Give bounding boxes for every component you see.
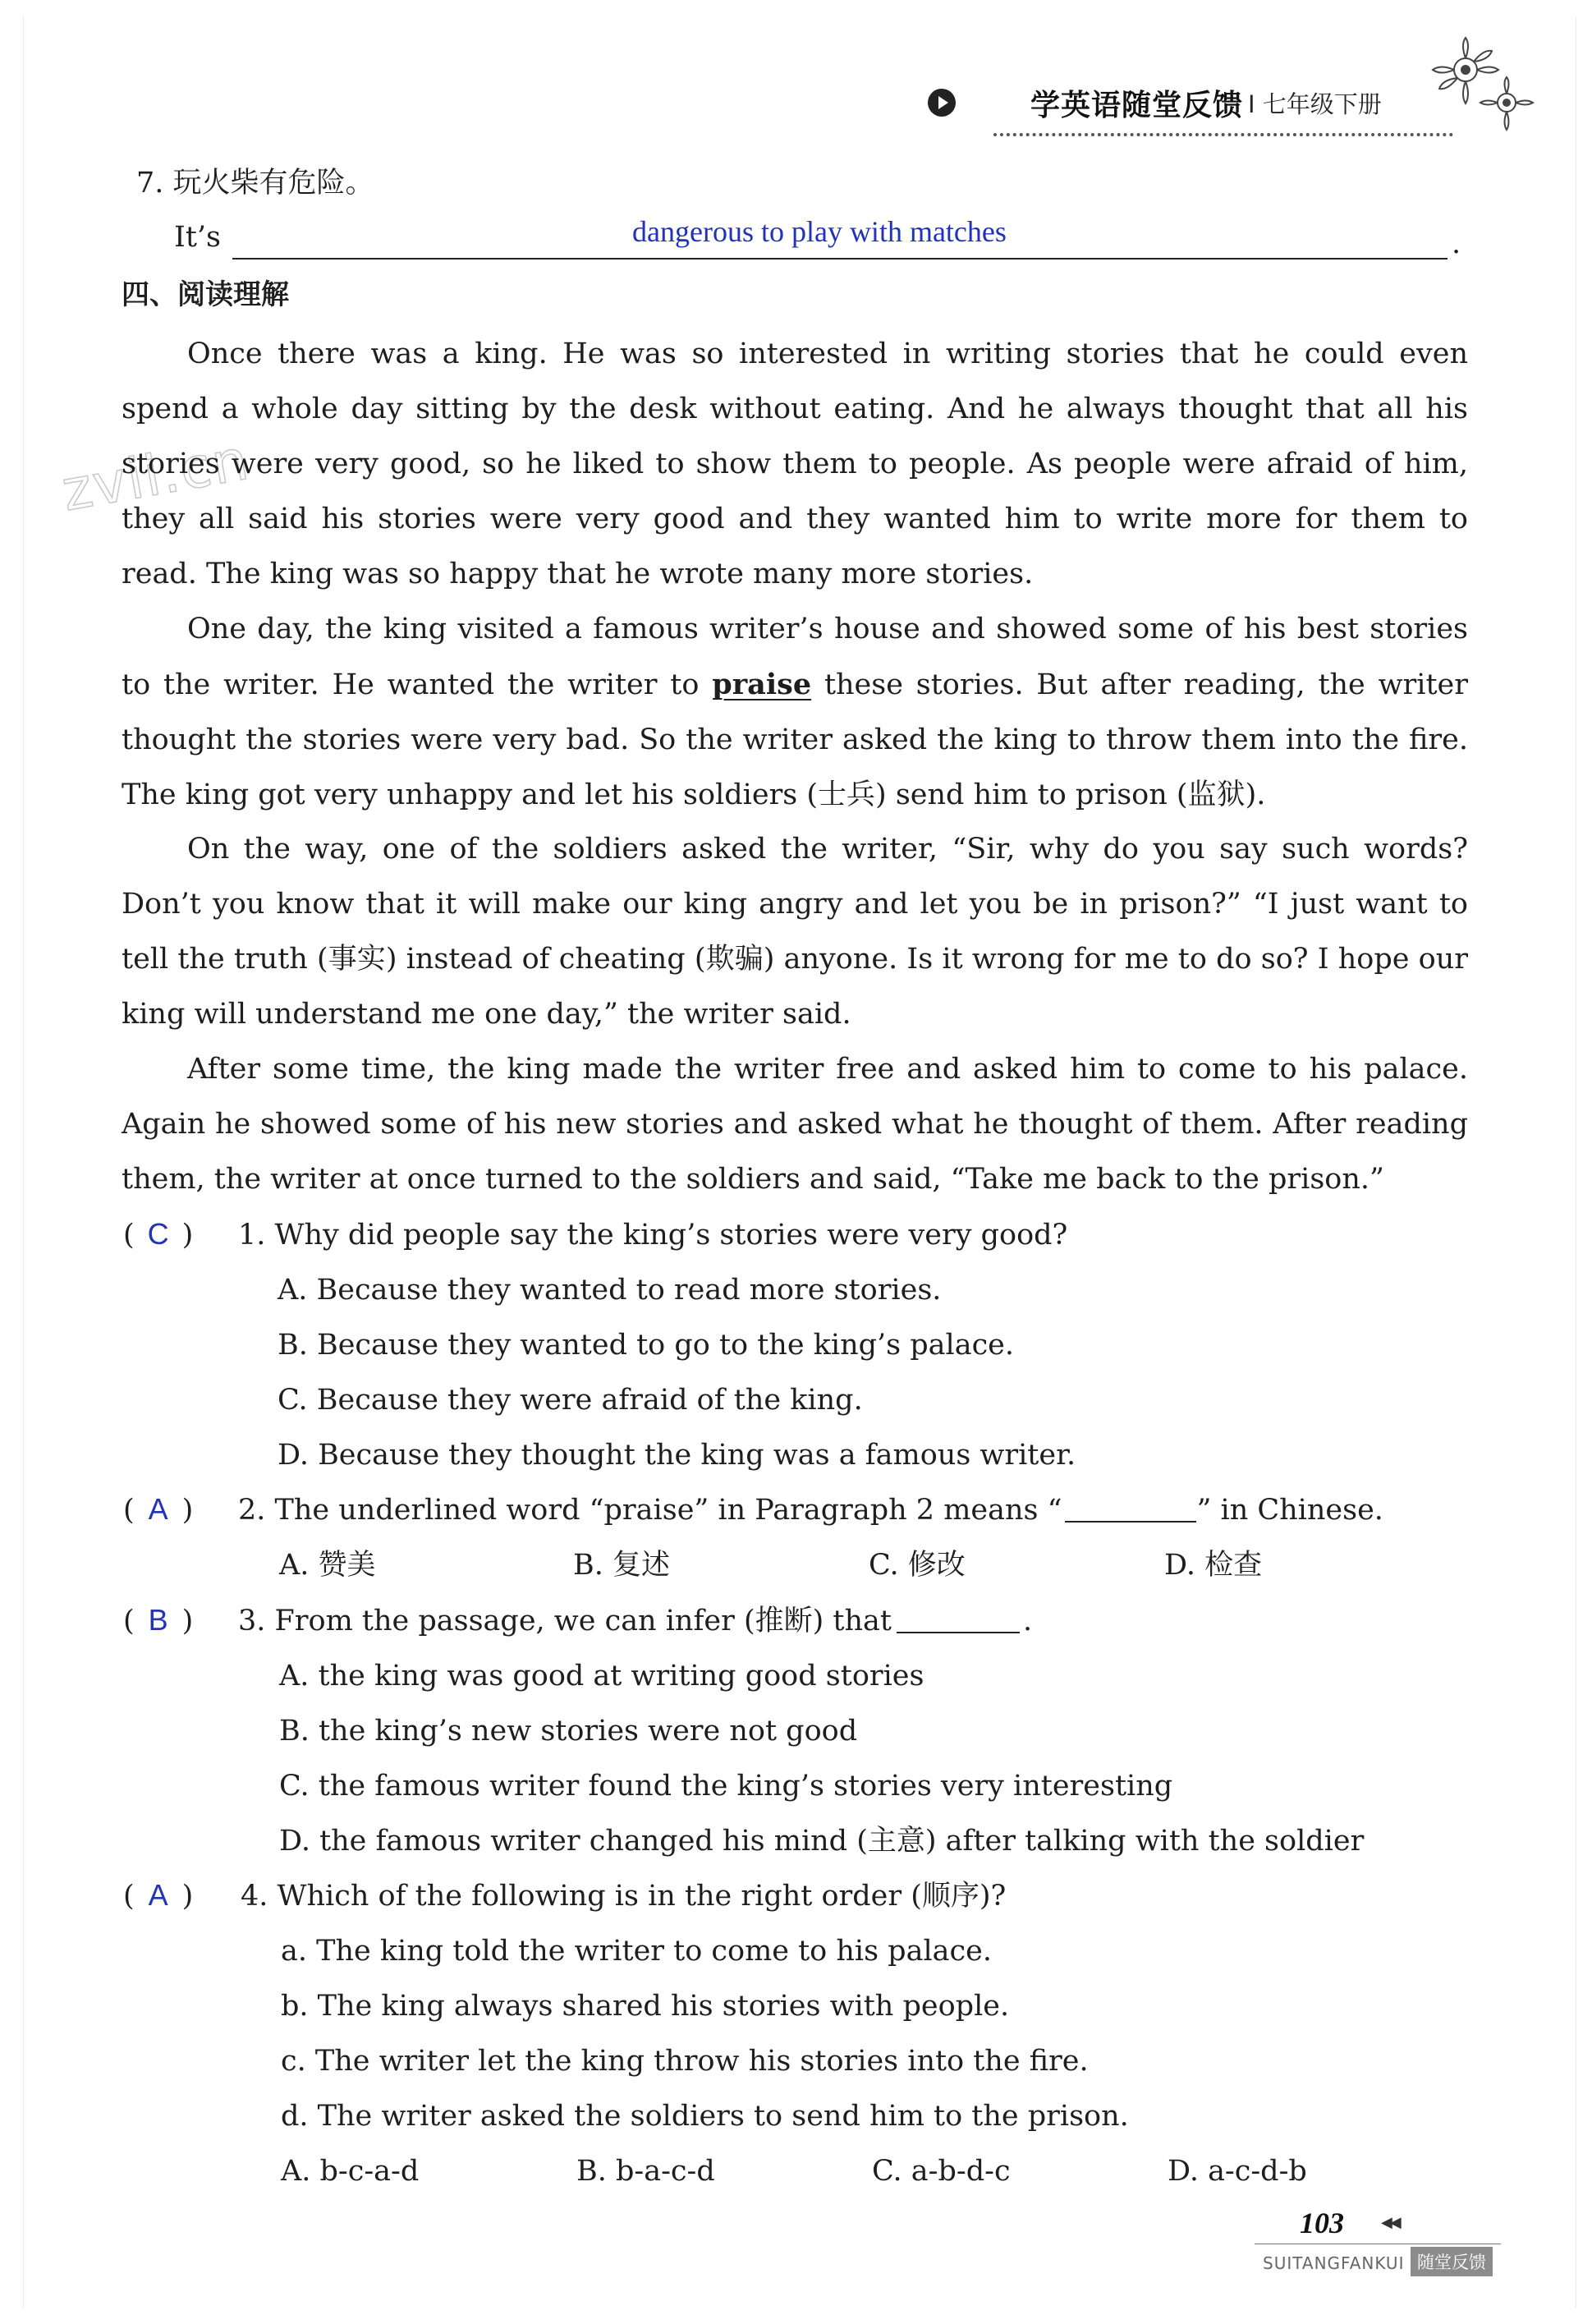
book-title: 学英语随堂反馈 (1030, 89, 1244, 122)
left-arrows-icon: ◀◀ (1381, 2214, 1399, 2231)
q3-option-a[interactable]: A. the king was good at writing good stories (279, 1660, 924, 1692)
q2-option-c[interactable]: C. 修改 (869, 1549, 966, 1582)
passage-paragraph-1: Once there was a king. He was so interested in writing stories that he could even spend a whole day sitting by the desk without eating. And he always thought that all his stories were very good, so he liked to show them to people. As people were afraid of him, they all said his stories were very good and they wanted him to write more for them to read. The king was so happy that he wrote many more stories. (122, 338, 1468, 590)
q3-option-b[interactable]: B. the king’s new stories were not good (279, 1715, 858, 1748)
grade-text: 七年级下册 (1262, 90, 1382, 118)
q2-stem (238, 1496, 1383, 1525)
underlined-word-praise: praise (712, 668, 812, 701)
q3-option-c[interactable]: C. the famous writer found the king’s stories very interesting (279, 1770, 1173, 1803)
q2-option-a[interactable]: A. 赞美 (279, 1549, 376, 1582)
title-separator: I (1248, 90, 1255, 118)
q3-stem (238, 1607, 1032, 1636)
q4-answer: A (148, 1878, 168, 1912)
flower-decoration-icon (1425, 33, 1539, 140)
q1-stem: 1. Why did people say the king’s stories were very good? (238, 1219, 1068, 1252)
q2-answer: A (148, 1492, 168, 1526)
q3-stem-b: . (1022, 1605, 1033, 1637)
passage-paragraph-3: On the way, one of the soldiers asked the writer, “Sir, why do you say such words? Don’t you know that it will make our king angry and let you be in prison?” “I just want to tell the truth (事实) instead of cheating (欺骗) anyone. Is it wrong for me to do so? I hope our king will understand me one day,” the writer said. (122, 833, 1468, 1031)
q1-option-b[interactable]: B. Because they wanted to go to the king’s palace. (278, 1329, 1015, 1362)
paragraph-2-part-b: these stories. But after reading, the writer thought the stories were very bad. So the writer asked the king to throw them into the fire. The king got very unhappy and let his soldiers (士兵) send him to prison (监狱). (122, 668, 1468, 811)
q4-item-d: d. The writer asked the soldiers to send him to the prison. (281, 2100, 1129, 2133)
footer-pinyin: SUITANGFANKUI (1263, 2253, 1405, 2273)
q7-lead: It’s (174, 221, 221, 254)
page-header (928, 82, 1470, 131)
play-icon (928, 89, 956, 117)
q4-item-c: c. The writer let the king throw his stories into the fire. (281, 2045, 1089, 2078)
section-title: 四、阅读理解 (122, 278, 289, 311)
q4-option-c[interactable]: C. a-b-d-c (872, 2155, 1011, 2188)
q4-option-d[interactable]: D. a-c-d-b (1168, 2155, 1307, 2188)
q4-stem: 4. Which of the following is in the right order (顺序)? (241, 1880, 1007, 1913)
q2-stem-b: ” in Chinese. (1196, 1494, 1383, 1527)
q2-blank[interactable] (1065, 1496, 1196, 1523)
footer-badge: 随堂反馈 (1411, 2247, 1493, 2276)
q4-answer-bracket[interactable]: ( A ) (123, 1878, 194, 1913)
q7-answer-line[interactable] (232, 258, 1447, 259)
q1-option-c[interactable]: C. Because they were afraid of the king. (278, 1384, 863, 1417)
q4-item-a: a. The king told the writer to come to his palace. (281, 1935, 992, 1968)
q3-stem-a: 3. From the passage, we can infer (推断) that (238, 1605, 892, 1637)
q4-option-a[interactable]: A. b-c-a-d (281, 2155, 420, 2188)
q2-answer-bracket[interactable]: ( A ) (123, 1492, 194, 1527)
q1-answer-bracket[interactable]: ( C ) (123, 1217, 194, 1252)
q1-option-a[interactable]: A. Because they wanted to read more stories. (278, 1274, 942, 1307)
grade-label (1248, 86, 1382, 120)
passage-paragraph-4: After some time, the king made the writer free and asked him to come to his palace. Again he showed some of his new stories and asked what he thought of them. After reading them, the writer at once turned to the soldiers and said, “Take me back to the prison.” (122, 1053, 1468, 1196)
paragraph-2-part-a: One day, the king visited a famous writer’s house and showed some of his best stories to the writer. He wanted the writer to (122, 613, 1468, 701)
q7-answer: dangerous to play with matches (632, 215, 1007, 248)
passage-paragraph-2 (122, 602, 1468, 823)
q3-answer: B (148, 1603, 168, 1637)
q1-answer: C (147, 1217, 169, 1251)
q3-blank[interactable] (897, 1607, 1020, 1633)
q2-option-b[interactable]: B. 复述 (573, 1549, 670, 1582)
q2-stem-a: 2. The underlined word “praise” in Paragraph 2 means “ (238, 1494, 1062, 1527)
q4-option-b[interactable]: B. b-a-c-d (576, 2155, 715, 2188)
watermark: zvii.cn (57, 427, 255, 525)
q3-answer-bracket[interactable]: ( B ) (123, 1603, 194, 1637)
header-dotted-line (993, 133, 1453, 136)
q1-option-d[interactable]: D. Because they thought the king was a famous writer. (278, 1439, 1076, 1472)
q7-prompt: 7. 玩火柴有危险。 (136, 167, 374, 200)
q4-item-b: b. The king always shared his stories with people. (281, 1990, 1010, 2023)
q7-end: . (1452, 227, 1461, 260)
q2-option-d[interactable]: D. 检查 (1164, 1549, 1263, 1582)
q3-option-d[interactable]: D. the famous writer changed his mind (主意) after talking with the soldier (279, 1825, 1365, 1858)
page-number: 103 (1300, 2207, 1344, 2239)
